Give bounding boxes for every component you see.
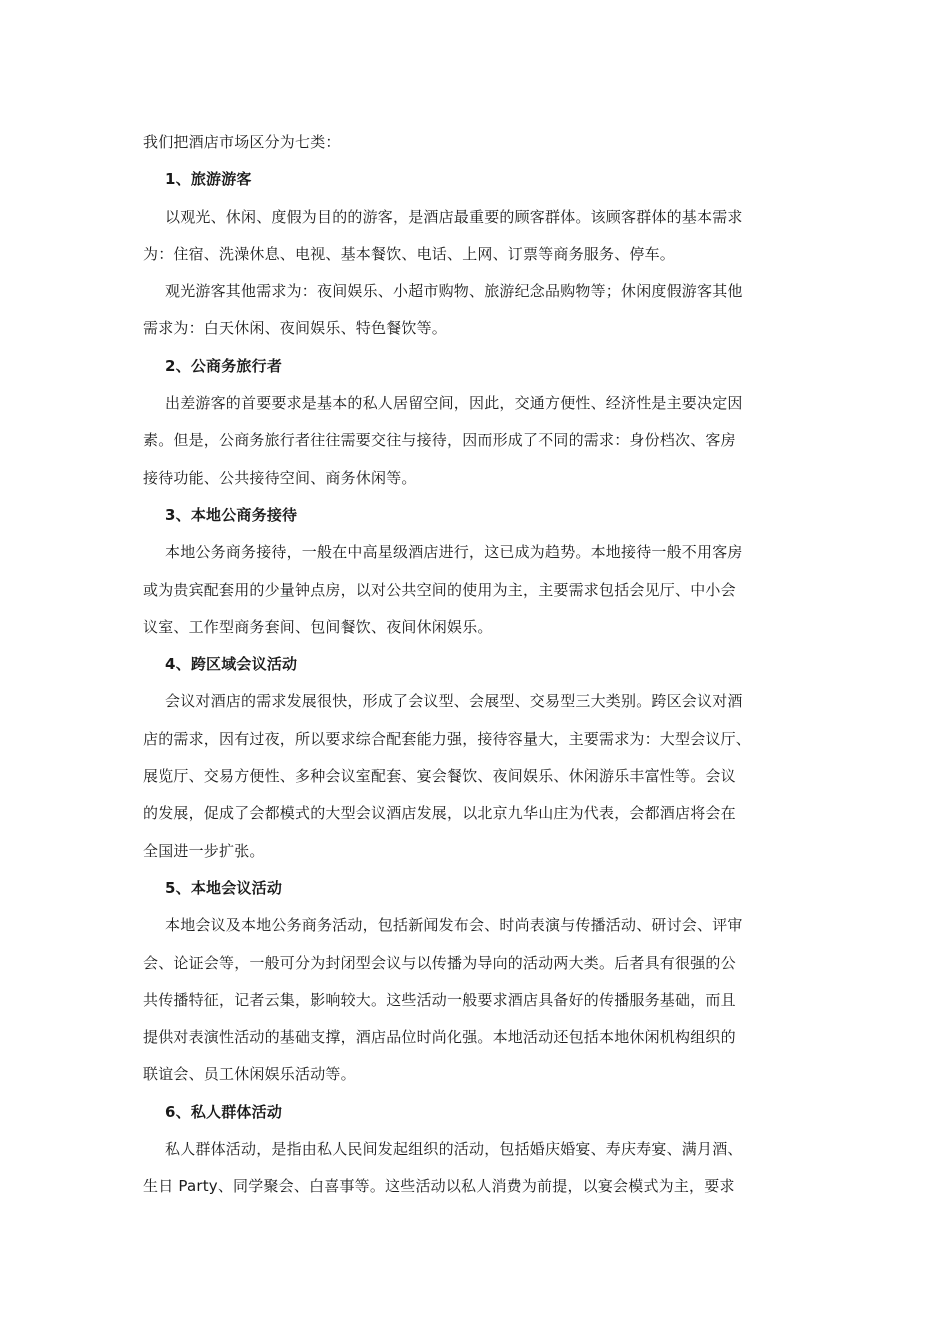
paragraph-line: 出差游客的首要要求是基本的私人居留空间，因此，交通方便性、经济性是主要决定因 — [165, 394, 743, 413]
paragraph-line: 全国进一步扩张。 — [143, 841, 265, 860]
paragraph-line: 本地会议及本地公务商务活动，包括新闻发布会、时尚表演与传播活动、研讨会、评审 — [165, 916, 743, 935]
section-heading-1: 1、旅游游客 — [165, 170, 252, 189]
paragraph-line: 提供对表演性活动的基础支撑，酒店品位时尚化强。本地活动还包括本地休闲机构组织的 — [143, 1028, 736, 1047]
paragraph-line: 私人群体活动，是指由私人民间发起组织的活动，包括婚庆婚宴、寿庆寿宴、满月酒、 — [165, 1140, 743, 1159]
paragraph-line: 共传播特征，记者云集，影响较大。这些活动一般要求酒店具备好的传播服务基础，而且 — [143, 990, 736, 1009]
paragraph-line: 以观光、休闲、度假为目的的游客，是酒店最重要的顾客群体。该顾客群体的基本需求 — [165, 207, 743, 226]
section-heading-4: 4、跨区域会议活动 — [165, 655, 298, 674]
paragraph-line: 展览厅、交易方便性、多种会议室配套、宴会餐饮、夜间娱乐、休闲游乐丰富性等。会议 — [143, 767, 736, 786]
paragraph-line: 观光游客其他需求为：夜间娱乐、小超市购物、旅游纪念品购物等；休闲度假游客其他 — [165, 282, 743, 301]
section-heading-5: 5、本地会议活动 — [165, 878, 283, 897]
paragraph-line: 接待功能、公共接待空间、商务休闲等。 — [143, 468, 417, 487]
section-heading-2: 2、公商务旅行者 — [165, 356, 283, 375]
paragraph-line: 会议对酒店的需求发展很快，形成了会议型、会展型、交易型三大类别。跨区会议对酒 — [165, 692, 743, 711]
section-heading-3: 3、本地公商务接待 — [165, 505, 298, 524]
paragraph-line: 会、论证会等，一般可分为封闭型会议与以传播为导向的活动两大类。后者具有很强的公 — [143, 953, 736, 972]
intro-line: 我们把酒店市场区分为七类： — [143, 133, 341, 151]
paragraph-line: 本地公务商务接待，一般在中高星级酒店进行，这已成为趋势。本地接待一般不用客房 — [165, 543, 743, 562]
paragraph-line: 素。但是，公商务旅行者往往需要交往与接待，因而形成了不同的需求：身份档次、客房 — [143, 431, 736, 450]
paragraph-line: 联谊会、员工休闲娱乐活动等。 — [143, 1065, 356, 1084]
paragraph-line: 议室、工作型商务套间、包间餐饮、夜间休闲娱乐。 — [143, 617, 493, 636]
paragraph-line: 需求为：白天休闲、夜间娱乐、特色餐饮等。 — [143, 319, 448, 338]
paragraph-line: 的发展，促成了会都模式的大型会议酒店发展，以北京九华山庄为代表，会都酒店将会在 — [143, 804, 736, 823]
document-page — [143, 124, 811, 1206]
paragraph-line: 店的需求，因有过夜，所以要求综合配套能力强，接待容量大，主要需求为：大型会议厅、 — [143, 729, 752, 748]
paragraph-line: 生日 Party、同学聚会、白喜事等。这些活动以私人消费为前提，以宴会模式为主，要求 — [143, 1177, 735, 1196]
paragraph-line: 或为贵宾配套用的少量钟点房，以对公共空间的使用为主，主要需求包括会见厅、中小会 — [143, 580, 736, 599]
section-heading-6: 6、私人群体活动 — [165, 1102, 283, 1121]
paragraph-line: 为：住宿、洗澡休息、电视、基本餐饮、电话、上网、订票等商务服务、停车。 — [143, 244, 676, 263]
